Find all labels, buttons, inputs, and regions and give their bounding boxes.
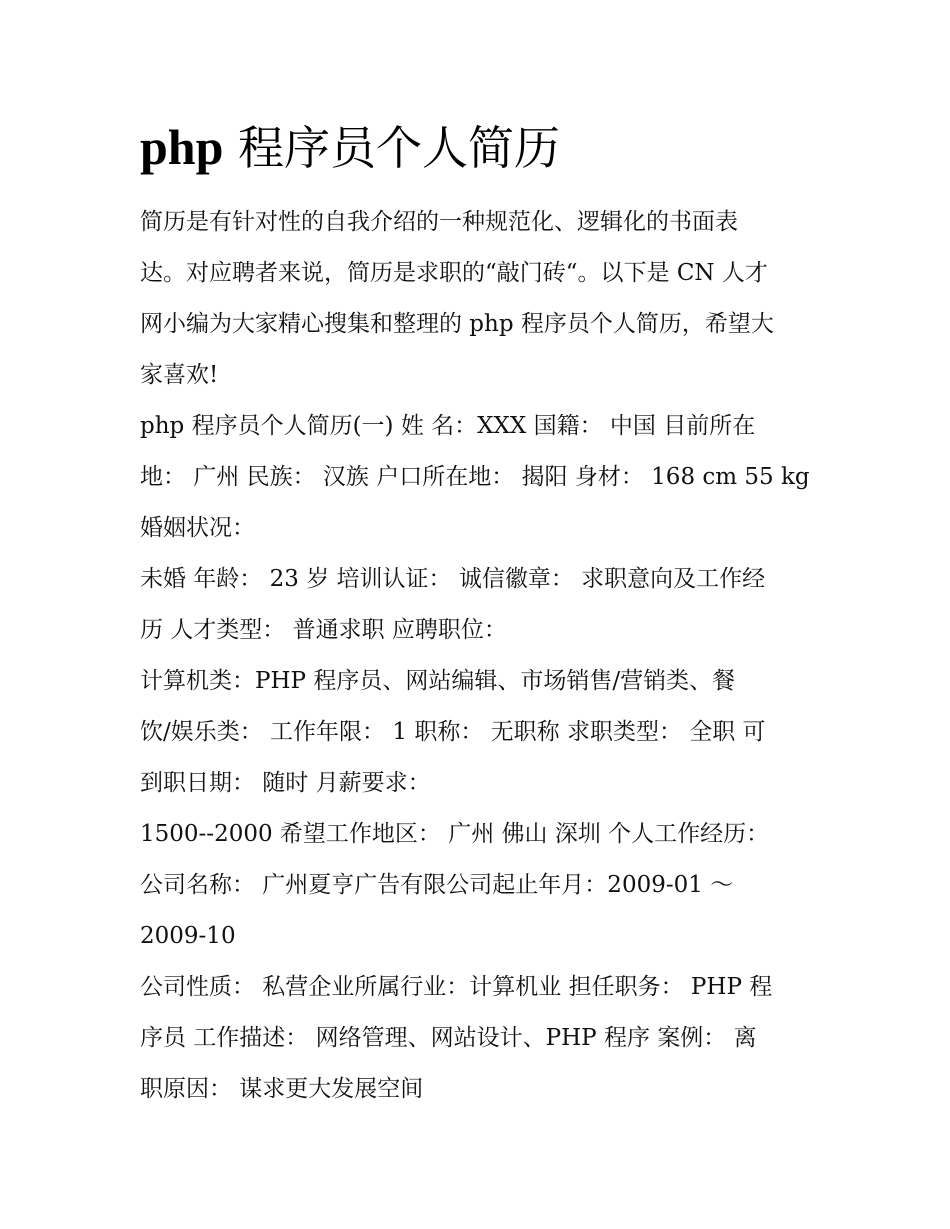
body-line: 历 人才类型： 普通求职 应聘职位： [140,617,507,643]
document-title-rest: 程序员个人简历 [223,121,561,175]
body-line: 地： 广州 民族： 汉族 户口所在地： 揭阳 身材： 168 cm 55 kg [140,464,810,490]
body-line: php 程序员个人简历(一) 姓 名：XXX 国籍： 中国 目前所在 [140,413,756,439]
body-line: 公司名称： 广州夏亨广告有限公司起止年月：2009-01 ～ [140,872,734,898]
body-line: 1500--2000 希望工作地区： 广州 佛山 深圳 个人工作经历： [140,821,770,847]
body-line: 职原因： 谋求更大发展空间 [140,1076,424,1102]
body-line: 简历是有针对性的自我介绍的一种规范化、逻辑化的书面表 [140,209,738,235]
body-line: 达。对应聘者来说，简历是求职的“敲门砖“。以下是 CN 人才 [140,260,768,286]
body-line: 未婚 年龄： 23 岁 培训认证： 诚信徽章： 求职意向及工作经 [140,566,766,592]
document-title-lead: php [140,119,224,175]
body-line: 2009-10 [140,923,236,949]
body-line: 网小编为大家精心搜集和整理的 php 程序员个人简历，希望大 [140,311,774,337]
body-line: 婚姻状况： [140,515,255,541]
body-line: 计算机类：PHP 程序员、网站编辑、市场销售/营销类、餐 [140,668,736,694]
document-body [140,197,820,1115]
body-line: 饮/娱乐类： 工作年限： 1 职称： 无职称 求职类型： 全职 可 [140,719,766,745]
body-line: 序员 工作描述： 网络管理、网站设计、PHP 程序 案例： 离 [140,1025,757,1051]
document-title [140,112,560,183]
body-line: 到职日期： 随时 月薪要求： [140,770,431,796]
body-line: 家喜欢! [140,362,219,388]
body-line: 公司性质： 私营企业所属行业：计算机业 担任职务： PHP 程 [140,974,773,1000]
